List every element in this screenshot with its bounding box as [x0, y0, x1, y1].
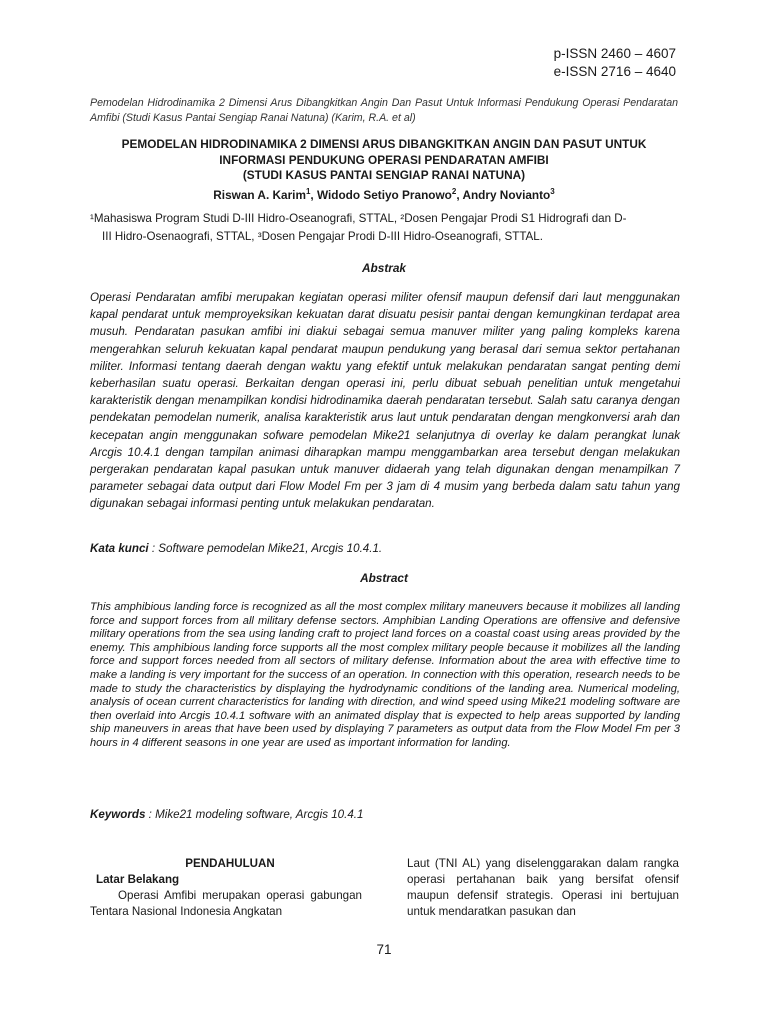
affiliation-line-2: III Hidro-Osenaografi, STTAL, ³Dosen Pengajar Prodi D-III Hidro-Oseanografi, STTAL. — [102, 230, 543, 243]
affiliation-line-1: ¹Mahasiswa Program Studi D-III Hidro-Oseanografi, STTAL, ²Dosen Pengajar Prodi S1 Hidrografi dan D- — [90, 212, 627, 225]
print-issn: p-ISSN 2460 – 4607 — [553, 46, 676, 61]
abstrak-body: Operasi Pendaratan amfibi merupakan kegiatan operasi militer ofensif maupun defensif dari laut menggunakan kapal pendarat untuk memproyeksikan kekuatan darat disuatu pesisir pantai dengan kemungkinan terdapat area musuh. Pendaratan pasukan amfibi ini diakui sebagai semua manuver militer yang paling kompleks karena mengerahkan seluruh kekuatan kapal pendarat maupun pendukung yang berasal dari semua sektor pertahanan militer. Informasi tentang daerah dengan waktu yang efektif untuk melakukan pendaratan sangat penting demi keberhasilan suatu operasi. Berkaitan dengan operasi ini, perlu dibuat sebuah penelitian untuk mengetahui karakteristik dengan menampilkan kondisi hidrodinamika daerah pendaratan tersebut. Salah satu caranya dengan pendekatan pemodelan numerik, analisa karakteristik arus laut untuk pendaratan dengan mengkonversi arah dan kecepatan angin menggunakan sofware pemodelan Mike21 selanjutnya di overlay ke dalam perangkat lunak Arcgis 10.4.1 dengan tampilan animasi diharapkan mampu menggambarkan area tersebut dengan melakukan pergerakan pendaratan kapal pasukan untuk manuver didaerah yang telah digunakan dengan menampilkan 7 parameter sebagai data output dari Flow Model Fm per 3 jam di 4 musim yang berbeda dalam satu tahun yang digunakan sebagai informasi penting untuk melakukan pendaratan. — [90, 291, 680, 511]
keywords-text: : Mike21 modeling software, Arcgis 10.4.1 — [145, 808, 364, 821]
affiliations — [90, 210, 678, 246]
author-list: Riswan A. Karim$^1$, Widodo Setiyo Pranowo$^2$, Andry Novianto$^3$ — [213, 186, 555, 202]
intro-paragraph-left: Operasi Amfibi merupakan operasi gabungan Tentara Nasional Indonesia Angkatan — [90, 889, 362, 918]
abstract-body: This amphibious landing force is recognized as all the most complex military maneuvers because it mobilizes all landing force and support forces from all military defense sectors. Amphibian Landing Operations are offensive and defensive military operations from the sea using landing craft to project land forces on a coastal coast using areas provided by the enemy. This amphibious landing force supports all the most complex military people because it mobilizes all the landing force and support forces needed from all sectors of military defense. Information about the area with effective time to make a landing is very important for the success of an operation. In connection with this operation, research needs to be made to study the characteristics by displaying the hydrodynamic conditions of the landing area. Numerical modeling, analysis of ocean current characteristics for landing with direction, and wind speed using Mike21 modeling software are then overlaid into Arcgis 10.4.1 software with an animated display that is expected to help areas supported by landing ship maneuvers in areas that have been used by displaying 7 parameters as output data from the Flow Model Fm per 3 hours in 4 different seasons in one year are used as important information for landing. — [90, 601, 680, 749]
author-2-affil: 2 — [451, 186, 457, 196]
title-line-3: (STUDI KASUS PANTAI SENGIAP RANAI NATUNA) — [242, 168, 526, 182]
author-3: Andry Novianto — [462, 187, 551, 202]
title-line-2: INFORMASI PENDUKUNG OPERASI PENDARATAN AMFIBI — [219, 152, 549, 167]
running-head: Pemodelan Hidrodinamika 2 Dimensi Arus Dibangkitkan Angin Dan Pasut Untuk Informasi Pendukung Operasi Pendaratan Amfibi (Studi Kasus Pantai Sengiap Ranai Natuna) (Karim, R.A. et al) — [90, 97, 678, 124]
abstract-heading: Abstract — [360, 571, 408, 585]
kata-kunci — [90, 542, 680, 555]
intro-left-column — [90, 856, 362, 920]
section-heading-pendahuluan: PENDAHULUAN — [185, 857, 275, 870]
subheading-latar-belakang: Latar Belakang — [96, 873, 180, 886]
kata-kunci-text: : Software pemodelan Mike21, Arcgis 10.4.1. — [148, 542, 383, 555]
author-2: Widodo Setiyo Pranowo — [316, 187, 452, 202]
title-line-1: PEMODELAN HIDRODINAMIKA 2 DIMENSI ARUS DIBANGKITKAN ANGIN DAN PASUT UNTUK — [121, 137, 647, 151]
page-number: 71 — [376, 942, 392, 957]
author-3-affil: 3 — [550, 186, 555, 196]
intro-paragraph-right: Laut (TNI AL) yang diselenggarakan dalam rangka operasi pertahanan baik yang bersifat ofensif maupun defensif strategis. Operasi ini bertujuan untuk mendaratkan pasukan dan — [407, 857, 679, 918]
author-1: Riswan A. Karim — [213, 187, 306, 202]
kata-kunci-label: Kata kunci — [90, 542, 149, 555]
abstrak-heading: Abstrak — [362, 261, 406, 275]
electronic-issn: e-ISSN 2716 – 4640 — [553, 64, 676, 79]
keywords — [90, 808, 680, 821]
intro-right-column — [407, 856, 679, 920]
author-1-affil: 1 — [305, 186, 311, 196]
issn-block — [554, 45, 676, 81]
article-title — [90, 137, 678, 203]
keywords-label: Keywords — [90, 808, 146, 821]
